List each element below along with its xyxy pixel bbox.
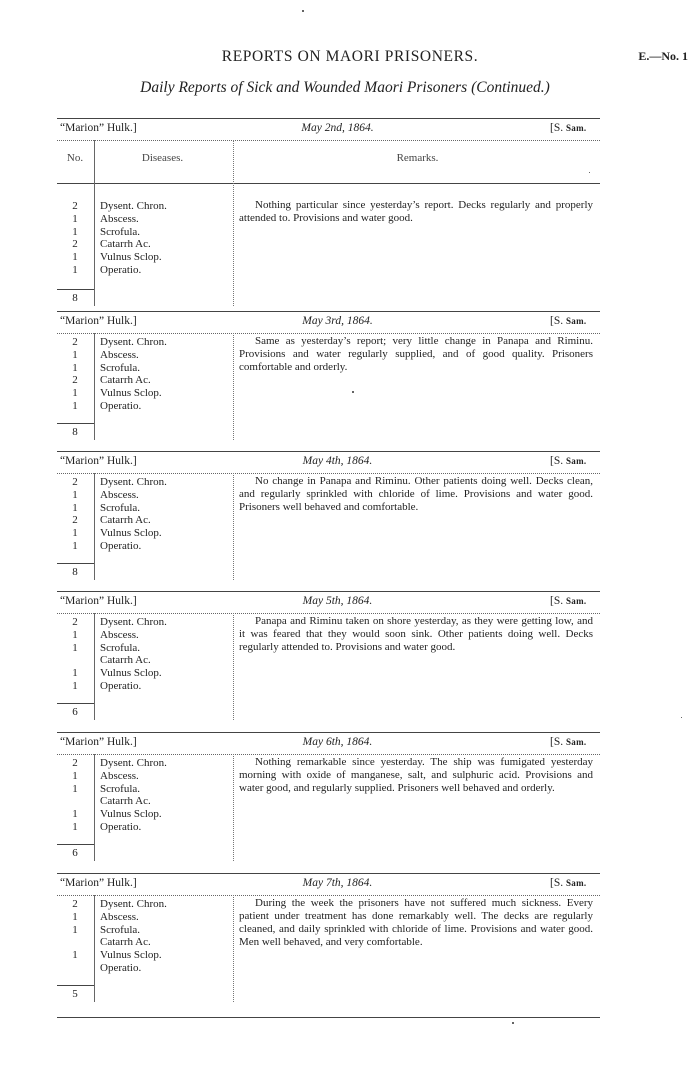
- patient-count: 1: [72, 641, 78, 654]
- report-date: May 7th, 1864.: [302, 877, 373, 889]
- numbers-column: [57, 336, 93, 413]
- disease-name: Vulnus Sclop.: [100, 387, 162, 400]
- disease-name: Catarrh Ac.: [100, 795, 151, 808]
- signature-prefix: [S.: [550, 315, 566, 327]
- hulk-label: “Marion” Hulk.]: [60, 315, 137, 327]
- page-subtitle: Daily Reports of Sick and Wounded Maori Prisoners (Continued.): [140, 79, 550, 96]
- patient-count: [57, 795, 93, 808]
- column-header-no: No.: [66, 152, 84, 164]
- patient-count: 1: [72, 782, 78, 795]
- disease-name: Vulnus Sclop.: [100, 808, 162, 821]
- disease-name: Dysent. Chron.: [100, 757, 167, 769]
- total-rule: [57, 844, 94, 845]
- column-divider: [233, 473, 234, 580]
- column-divider: [94, 613, 95, 720]
- patient-count: 1: [72, 251, 78, 264]
- patient-count: 1: [72, 949, 78, 962]
- patient-count: 2: [72, 374, 78, 387]
- disease-name: Dysent. Chron.: [100, 616, 167, 628]
- signature: [550, 877, 586, 889]
- signature: [550, 315, 586, 327]
- disease-name: Catarrh Ac.: [100, 238, 151, 251]
- section-header-rule: [57, 613, 600, 614]
- patient-count: 1: [72, 361, 78, 374]
- patient-count: 1: [72, 808, 78, 821]
- column-header-remarks: Remarks.: [396, 152, 439, 164]
- disease-name: Vulnus Sclop.: [100, 251, 162, 264]
- disease-name: Scrofula.: [100, 782, 141, 795]
- patient-count: 2: [72, 898, 78, 910]
- disease-name: Scrofula.: [100, 225, 141, 238]
- patient-count: 2: [72, 476, 78, 488]
- signature-name: Sam.: [565, 596, 587, 606]
- report-date: May 4th, 1864.: [302, 455, 373, 467]
- numbers-column: [57, 200, 93, 277]
- disease-name: Scrofula.: [100, 923, 141, 936]
- disease-name: Dysent. Chron.: [100, 898, 167, 910]
- disease-name: Abscess.: [100, 348, 139, 361]
- numbers-column: [57, 898, 93, 975]
- diseases-column: [100, 476, 230, 553]
- column-divider: [94, 473, 95, 580]
- section-header-rule: [57, 754, 600, 755]
- patient-count: 1: [72, 488, 78, 501]
- patient-count: 1: [72, 527, 78, 540]
- print-speck: [512, 1022, 514, 1024]
- column-divider: [233, 754, 234, 861]
- total-count: 6: [72, 706, 78, 718]
- signature: [550, 122, 586, 134]
- print-speck: [589, 172, 590, 173]
- total-rule: [57, 563, 94, 564]
- total-count: 5: [72, 988, 78, 1000]
- patient-count: [57, 654, 93, 667]
- disease-name: Operatio.: [100, 263, 142, 276]
- section-header-rule: [57, 333, 600, 334]
- hulk-label: “Marion” Hulk.]: [60, 736, 137, 748]
- hulk-label: “Marion” Hulk.]: [60, 595, 137, 607]
- signature-prefix: [S.: [550, 122, 566, 134]
- disease-name: Operatio.: [100, 399, 142, 412]
- patient-count: 2: [72, 616, 78, 628]
- disease-name: Abscess.: [100, 488, 139, 501]
- report-date: May 6th, 1864.: [302, 736, 373, 748]
- remarks-text: Nothing remarkable since yesterday. The ship was fumigated yesterday morning with oxide of manganese, salt, and sulphuric acid. Provisions and water good, and regularly supplied. Prisoners well behaved and orderly.: [239, 756, 593, 794]
- remarks-text: Same as yesterday’s report; very little change in Panapa and Riminu. Provisions and water regularly supplied, and of good quality. Prisoners comfortable and orderly.: [239, 335, 593, 373]
- remarks-text: Panapa and Riminu taken on shore yesterday, as they were getting low, and it was feared that they would soon sink. Other patients doing well. Decks regularly attended to. Provisions and water good.: [239, 615, 593, 653]
- total-count: 6: [72, 847, 78, 859]
- hulk-label: “Marion” Hulk.]: [60, 122, 137, 134]
- total-rule: [57, 289, 94, 290]
- diseases-column: [100, 898, 230, 975]
- diseases-column: [100, 757, 230, 834]
- column-divider: [94, 895, 95, 1002]
- remarks-text: During the week the prisoners have not suffered much sickness. Every patient under treatment has done remarkably well. The decks are regularly cleaned, and daily sprinkled with chloride of lime. Provisions and water good. Men well behaved, and very comfortable.: [239, 897, 593, 948]
- column-divider: [233, 613, 234, 720]
- patient-count: [57, 962, 93, 975]
- patient-count: 2: [72, 200, 78, 212]
- signature: [550, 455, 586, 467]
- total-rule: [57, 703, 94, 704]
- patient-count: 1: [72, 225, 78, 238]
- patient-count: 1: [72, 910, 78, 923]
- section-header-rule: [57, 140, 600, 141]
- total-rule: [57, 985, 94, 986]
- disease-name: Scrofula.: [100, 501, 141, 514]
- numbers-column: [57, 616, 93, 693]
- signature: [550, 736, 586, 748]
- signature: [550, 595, 586, 607]
- print-speck: [352, 391, 354, 393]
- total-count: 8: [72, 566, 78, 578]
- total-count: 8: [72, 292, 78, 304]
- column-divider: [94, 754, 95, 861]
- signature-prefix: [S.: [550, 877, 566, 889]
- patient-count: 1: [72, 263, 78, 276]
- total-rule: [57, 423, 94, 424]
- disease-name: Scrofula.: [100, 361, 141, 374]
- page-bottom-rule: [57, 1017, 600, 1018]
- signature-name: Sam.: [565, 456, 587, 466]
- disease-name: Operatio.: [100, 679, 142, 692]
- patient-count: 1: [72, 769, 78, 782]
- patient-count: 1: [72, 387, 78, 400]
- report-date: May 3rd, 1864.: [302, 315, 373, 327]
- disease-name: Vulnus Sclop.: [100, 667, 162, 680]
- page-title: REPORTS ON MAORI PRISONERS.: [221, 48, 479, 65]
- disease-name: Dysent. Chron.: [100, 476, 167, 488]
- disease-name: Scrofula.: [100, 641, 141, 654]
- disease-name: Abscess.: [100, 628, 139, 641]
- patient-count: 1: [72, 399, 78, 412]
- patient-count: 1: [72, 348, 78, 361]
- disease-name: Operatio.: [100, 539, 142, 552]
- patient-count: 2: [72, 336, 78, 348]
- patient-count: 2: [72, 238, 78, 251]
- print-speck: [681, 717, 682, 718]
- disease-name: Vulnus Sclop.: [100, 527, 162, 540]
- diseases-column: [100, 616, 230, 693]
- disease-name: Abscess.: [100, 769, 139, 782]
- patient-count: 2: [72, 757, 78, 769]
- patient-count: [57, 936, 93, 949]
- patient-count: 1: [72, 667, 78, 680]
- disease-name: Dysent. Chron.: [100, 336, 167, 348]
- section-top-rule: [57, 118, 600, 119]
- hulk-label: “Marion” Hulk.]: [60, 455, 137, 467]
- signature-prefix: [S.: [550, 595, 566, 607]
- patient-count: 2: [72, 514, 78, 527]
- diseases-column: [100, 200, 230, 277]
- disease-name: Catarrh Ac.: [100, 514, 151, 527]
- column-divider: [94, 140, 95, 306]
- patient-count: 1: [72, 539, 78, 552]
- total-count: 8: [72, 426, 78, 438]
- disease-name: Catarrh Ac.: [100, 654, 151, 667]
- signature-prefix: [S.: [550, 455, 566, 467]
- disease-name: Abscess.: [100, 910, 139, 923]
- patient-count: 1: [72, 679, 78, 692]
- section-top-rule: [57, 311, 600, 312]
- section-top-rule: [57, 591, 600, 592]
- section-top-rule: [57, 732, 600, 733]
- report-date: May 2nd, 1864.: [301, 122, 374, 134]
- print-speck: [302, 10, 304, 12]
- numbers-column: [57, 757, 93, 834]
- numbers-column: [57, 476, 93, 553]
- disease-name: Abscess.: [100, 212, 139, 225]
- patient-count: 1: [72, 212, 78, 225]
- patient-count: 1: [72, 628, 78, 641]
- signature-prefix: [S.: [550, 736, 566, 748]
- section-header-rule: [57, 895, 600, 896]
- section-header-rule: [57, 473, 600, 474]
- section-top-rule: [57, 873, 600, 874]
- disease-name: Vulnus Sclop.: [100, 949, 162, 962]
- signature-name: Sam.: [565, 878, 587, 888]
- disease-name: Operatio.: [100, 820, 142, 833]
- column-divider: [233, 333, 234, 440]
- paper-code: E.—No. 1: [638, 49, 688, 63]
- disease-name: Dysent. Chron.: [100, 200, 167, 212]
- signature-name: Sam.: [565, 737, 587, 747]
- disease-name: Operatio.: [100, 961, 142, 974]
- signature-name: Sam.: [565, 123, 587, 133]
- remarks-text: Nothing particular since yesterday’s report. Decks regularly and properly attended to. Provisions and water good.: [239, 199, 593, 224]
- remarks-text: No change in Panapa and Riminu. Other patients doing well. Decks clean, and regularly sprinkled with chloride of lime. Provisions and water good. Prisoners well behaved and comfortable.: [239, 475, 593, 513]
- signature-name: Sam.: [565, 316, 587, 326]
- patient-count: 1: [72, 923, 78, 936]
- hulk-label: “Marion” Hulk.]: [60, 877, 137, 889]
- column-divider: [233, 140, 234, 306]
- column-header-diseases: Diseases.: [141, 152, 184, 164]
- disease-name: Catarrh Ac.: [100, 374, 151, 387]
- column-header-rule: [57, 183, 600, 184]
- column-divider: [94, 333, 95, 440]
- patient-count: 1: [72, 820, 78, 833]
- disease-name: Catarrh Ac.: [100, 936, 151, 949]
- section-top-rule: [57, 451, 600, 452]
- diseases-column: [100, 336, 230, 413]
- patient-count: 1: [72, 501, 78, 514]
- report-date: May 5th, 1864.: [302, 595, 373, 607]
- column-divider: [233, 895, 234, 1002]
